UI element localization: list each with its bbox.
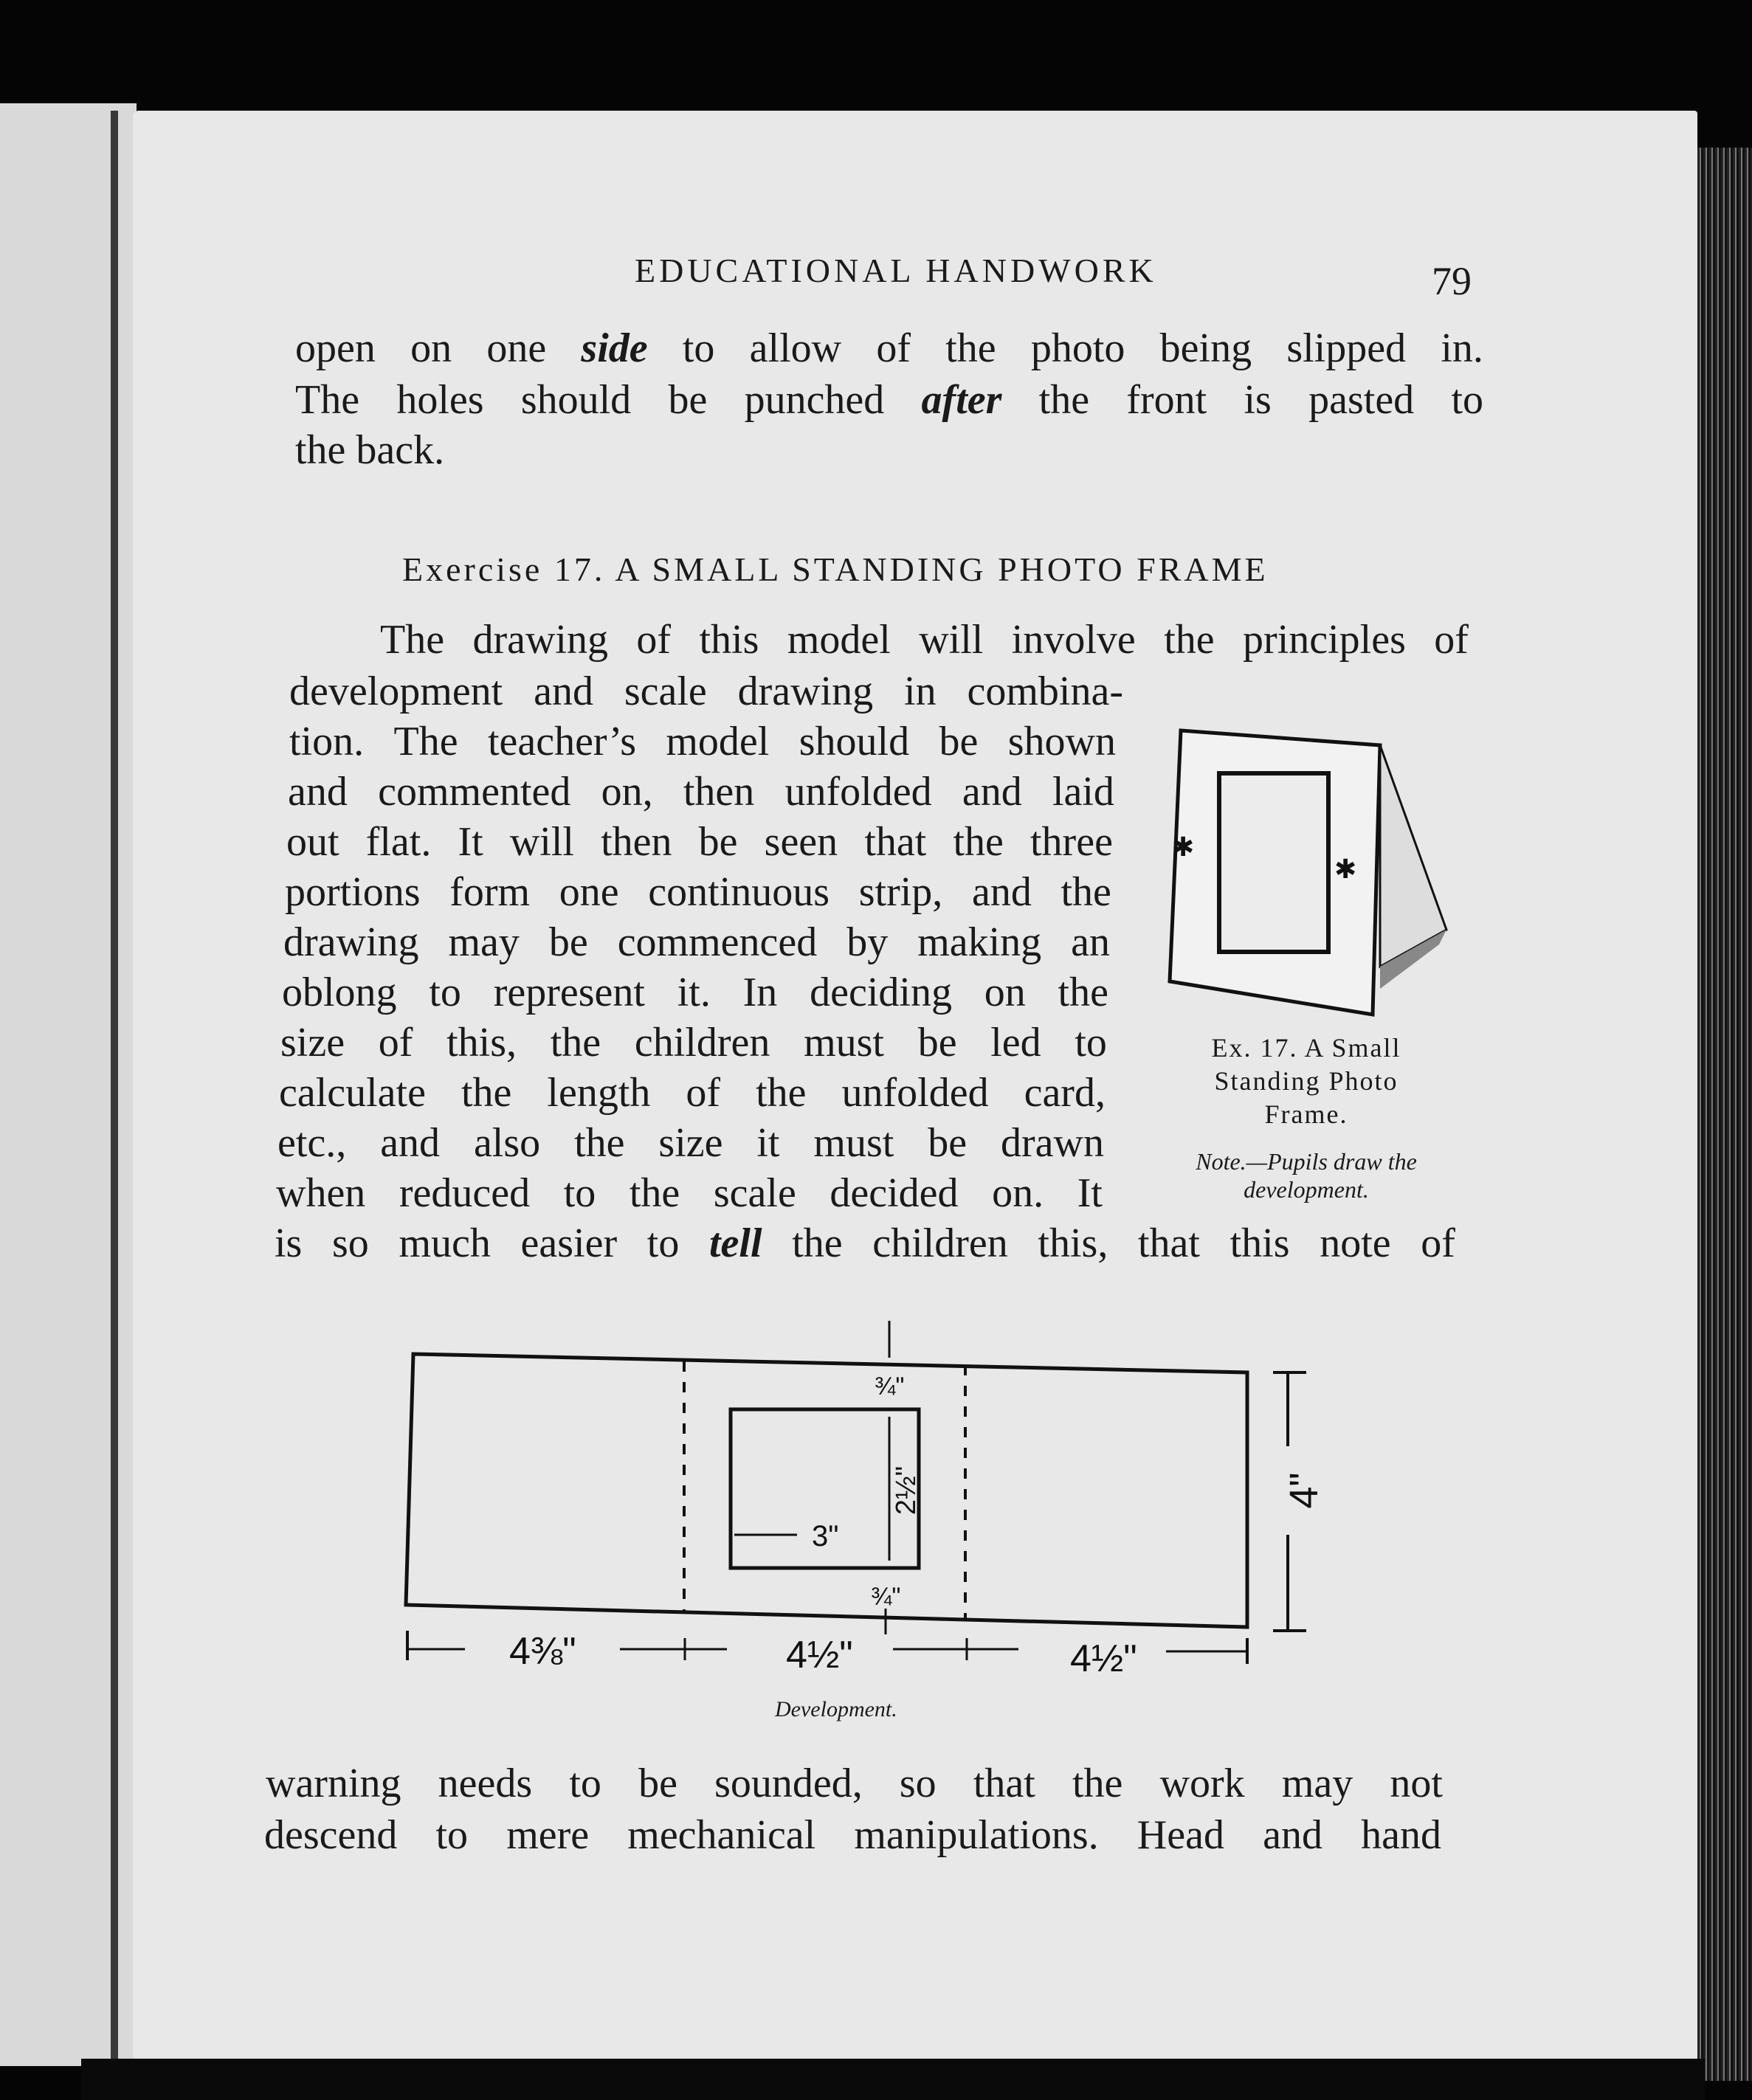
para2-line10: calculate the length of the unfolded card, xyxy=(279,1070,1106,1116)
dim-bottom-margin: ¾" xyxy=(871,1583,901,1611)
dim-right-width: 4½" xyxy=(1070,1637,1137,1680)
development-label: Development. xyxy=(775,1697,897,1721)
para3-line2: descend to mere mechanical manipulations. Head and hand xyxy=(264,1812,1441,1858)
exercise-heading: Exercise 17. A SMALL STANDING PHOTO FRAME xyxy=(402,550,1269,588)
book-gutter xyxy=(111,111,118,2059)
para3-line1: warning needs to be sounded, so that the work may not xyxy=(266,1761,1443,1806)
scan-bottom-edge xyxy=(81,2059,1705,2100)
dim-top-margin: ¾" xyxy=(875,1372,905,1400)
dim-window-width: 3" xyxy=(812,1520,839,1552)
para2-line3: tion. The teacher’s model should be shown xyxy=(289,719,1116,764)
para1-line1: open on one side to allow of the photo being slipped in. xyxy=(295,325,1483,371)
emphasis-after: after xyxy=(921,377,1002,423)
frame-window xyxy=(1219,773,1328,952)
para2-line9: size of this, the children must be led to xyxy=(280,1020,1107,1065)
page-stack-edge xyxy=(1697,148,1752,2081)
para2-line4: and commented on, then unfolded and laid xyxy=(288,769,1114,815)
emphasis-side: side xyxy=(581,325,648,371)
fastener-right-icon: ✱ xyxy=(1334,854,1357,884)
para2-line6: portions form one continuous strip, and the xyxy=(285,869,1111,915)
dim-window-height: 2½" xyxy=(891,1465,922,1516)
strip-outline xyxy=(406,1354,1247,1627)
para2-line2: development and scale drawing in combina- xyxy=(289,669,1123,714)
para1-line3: the back. xyxy=(295,427,445,473)
para2-line12: when reduced to the scale decided on. It xyxy=(276,1170,1103,1216)
para2-line13: is so much easier to tell the children this, that this note of xyxy=(275,1220,1455,1266)
para2-line1: The drawing of this model will involve the principles of xyxy=(380,617,1469,663)
para2-line7: drawing may be commenced by making an xyxy=(283,919,1110,965)
emphasis-tell: tell xyxy=(709,1220,762,1266)
fastener-left-icon: ✱ xyxy=(1172,832,1195,862)
dim-left-width: 4⅜" xyxy=(509,1630,576,1673)
running-header: EDUCATIONAL HANDWORK xyxy=(635,252,1157,289)
frame-support-flap xyxy=(1380,745,1446,967)
para2-line8: oblong to represent it. In deciding on the xyxy=(282,970,1108,1015)
figure-note: Note.—Pupils draw the development. xyxy=(1196,1148,1417,1203)
figure-caption: Ex. 17. A Small Standing Photo Frame. xyxy=(1211,1033,1401,1129)
para2-line11: etc., and also the size it must be drawn xyxy=(277,1120,1104,1166)
page-number: 79 xyxy=(1432,259,1472,303)
standing-frame-illustration xyxy=(1159,723,1454,1033)
para2-line5: out flat. It will then be seen that the three xyxy=(286,819,1113,865)
dim-center-width: 4½" xyxy=(786,1634,853,1676)
development-diagram xyxy=(399,1313,1328,1712)
para1-line2: The holes should be punched after the front is pasted to xyxy=(295,377,1483,423)
dim-height: 4" xyxy=(1282,1472,1326,1509)
